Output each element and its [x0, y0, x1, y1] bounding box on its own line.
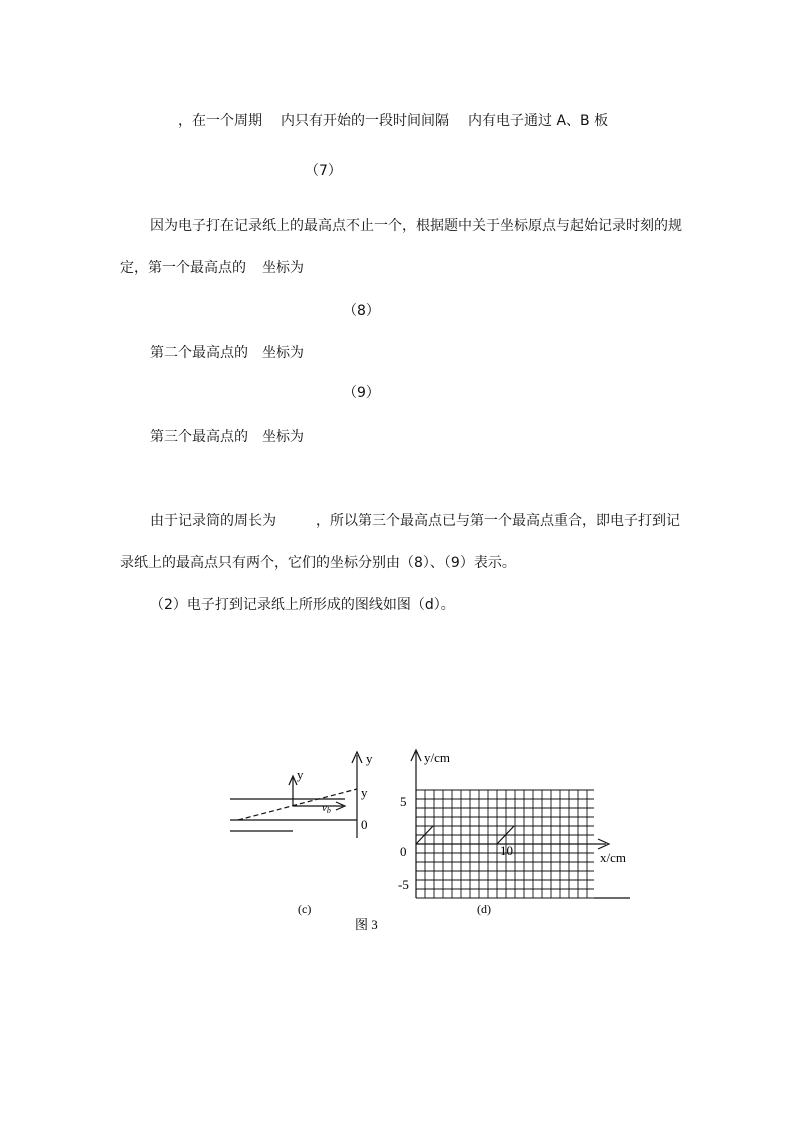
c-y-axis-label: y — [366, 751, 373, 766]
equation-number-9: （9） — [343, 385, 380, 401]
figure-caption: 图 3 — [355, 917, 378, 932]
paragraph-4a: 第三个最高点的 — [150, 429, 248, 445]
figure-d-axes — [411, 750, 630, 898]
text-line-1b: 内只有开始的一段时间间隔 — [281, 113, 449, 129]
text-line-1c: 内有电子通过 A、B 板 — [468, 113, 609, 129]
equation-number-8: （8） — [343, 303, 380, 319]
paragraph-5-line-1b: ，所以第三个最高点已与第一个最高点重合，即电子打到记 — [316, 513, 680, 529]
paragraph-2-line-1: 因为电子打在记录纸上的最高点不止一个，根据题中关于坐标原点与起始记录时刻的规 — [150, 218, 682, 234]
d-tick-10: 10 — [500, 843, 513, 858]
paragraph-4b: 坐标为 — [262, 429, 304, 445]
d-caption: (d) — [477, 902, 491, 916]
equation-number-7: （7） — [305, 163, 342, 179]
c-velocity-label: vb — [322, 802, 331, 815]
d-x-axis-label: x/cm — [600, 850, 626, 865]
paragraph-3b: 坐标为 — [262, 345, 304, 361]
figure-c — [230, 752, 362, 838]
c-zero-label: 0 — [361, 817, 368, 832]
d-tick-minus-5: -5 — [398, 877, 409, 892]
c-y-mark-label: y — [361, 785, 368, 800]
trajectory-dashed-line — [238, 789, 357, 820]
paragraph-2-line-2b: 坐标为 — [262, 260, 304, 276]
c-small-y-label: y — [297, 767, 304, 782]
paragraph-3a: 第二个最高点的 — [150, 345, 248, 361]
text-line-1a: ，在一个周期 — [178, 113, 262, 129]
paragraph-6: （2）电子打到记录纸上所形成的图线如图（d）。 — [150, 597, 455, 613]
d-tick-0: 0 — [400, 844, 407, 859]
c-caption: (c) — [298, 902, 312, 916]
paragraph-5-line-1a: 由于记录筒的周长为 — [150, 513, 276, 529]
d-tick-5: 5 — [400, 794, 407, 809]
paragraph-2-line-2a: 定，第一个最高点的 — [120, 260, 246, 276]
d-y-axis-label: y/cm — [424, 750, 450, 765]
paragraph-5-line-2: 录纸上的最高点只有两个，它们的坐标分别由（8）、（9）表示。 — [120, 555, 516, 571]
